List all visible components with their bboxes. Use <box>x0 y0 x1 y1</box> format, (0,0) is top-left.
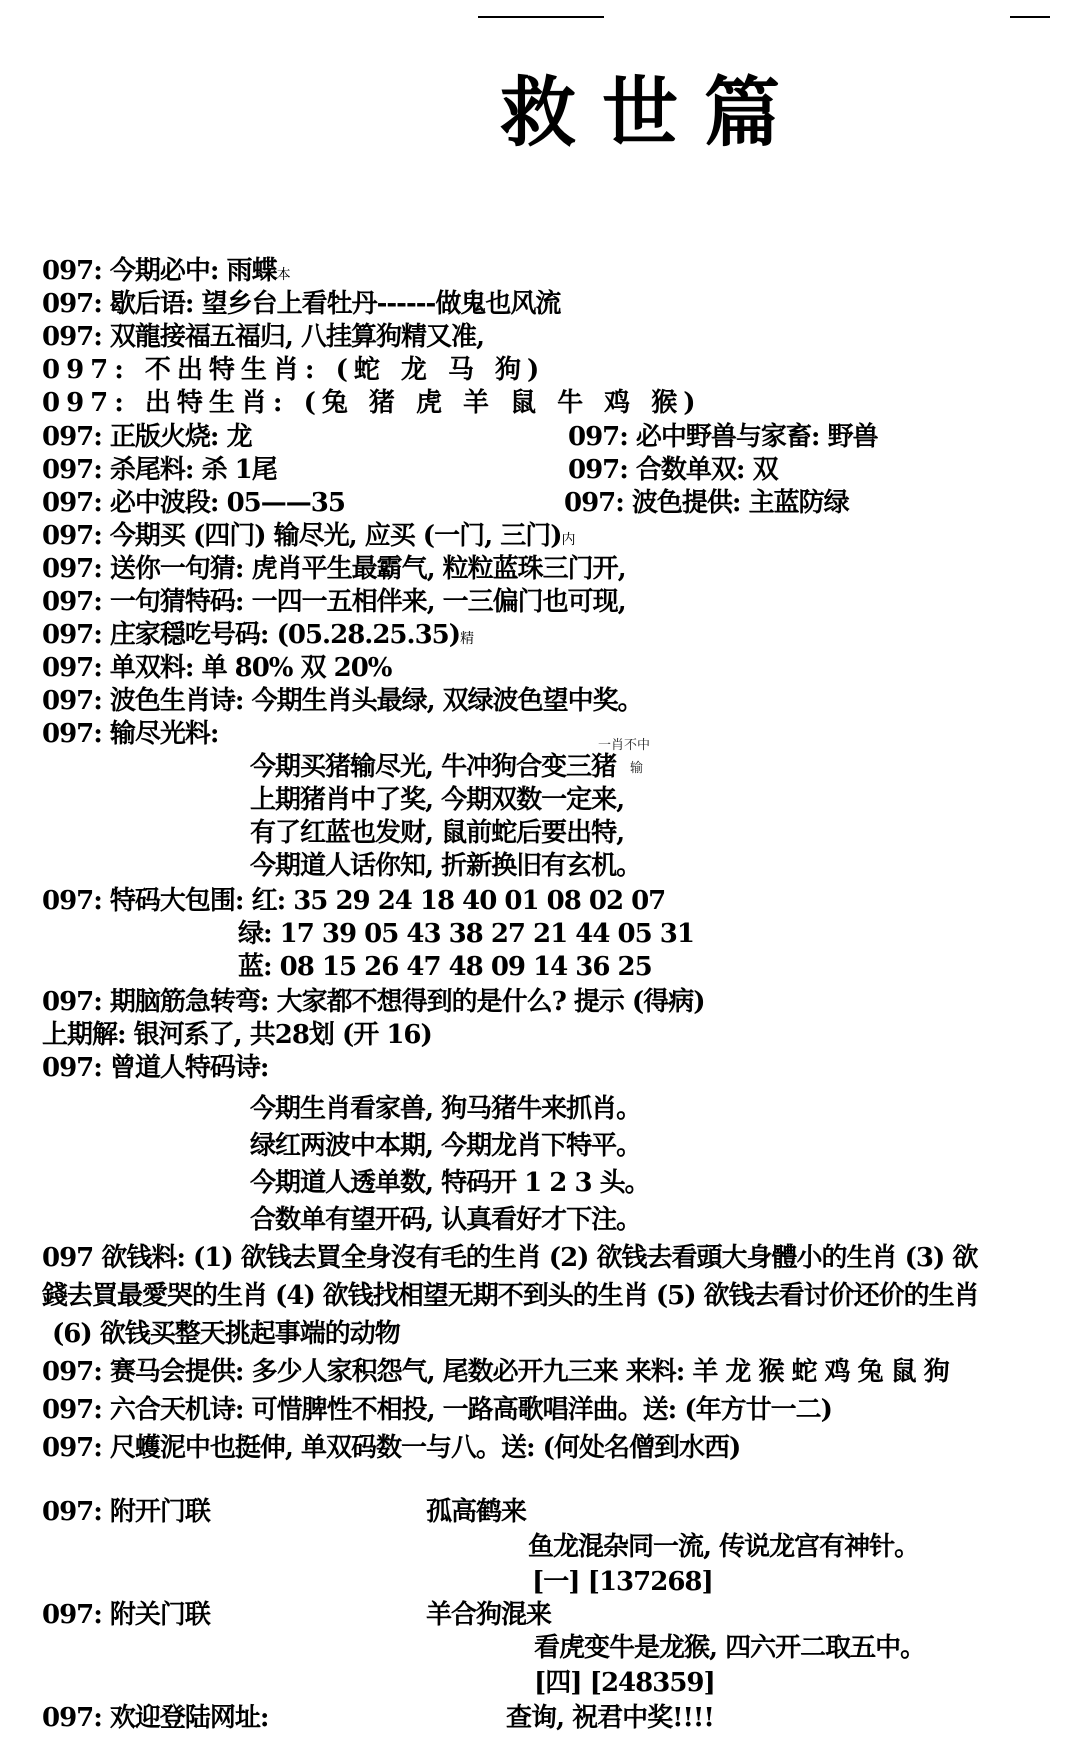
line-want-money-2: 錢去買最愛哭的生肖 (4) 欲钱找相望无期不到头的生肖 (5) 欲钱去看讨价还价的生肖 <box>42 1281 979 1311</box>
line-xiehouyu: 097: 歇后语: 望乡台上看牡丹------做鬼也风流 <box>42 289 561 319</box>
buy-doors-note: 内 <box>561 532 576 548</box>
line-zeng-poem: 097: 曾道人特码诗: <box>42 1053 269 1083</box>
line-beast-domestic: 097: 必中野兽与家畜: 野兽 <box>568 422 878 452</box>
line-double-dragon: 097: 双龍接福五福归, 八挂算狗精又准, <box>42 322 485 352</box>
line-surround-green: 绿: 17 39 05 43 38 27 21 44 05 31 <box>238 919 694 949</box>
close-couplet-text: 看虎变牛是龙猴, 四六开二取五中。 <box>534 1633 926 1663</box>
page-title: 救世篇 <box>500 68 806 157</box>
poem2-line-4: 合数单有望开码, 认真看好才下注。 <box>250 1205 642 1235</box>
line-sum-odd-even: 097: 合数单双: 双 <box>568 455 778 485</box>
line-riddle-code: 097: 一句猜特码: 一四一五相伴来, 一三偏门也可现, <box>42 587 626 617</box>
must-win-text: 097: 今期必中: 雨蝶 <box>42 256 277 286</box>
line-liuhe-poem: 097: 六合天机诗: 可惜脾性不相投, 一路高歌唱洋曲。送: (年方廿一二) <box>42 1395 832 1425</box>
close-couplet-hint: 羊合狗混来 <box>426 1600 552 1630</box>
line-special: 097: 出特生肖: (兔 猪 虎 羊 鼠 牛 鸡 猴) <box>42 388 702 418</box>
poem1-line-4: 今期道人话你知, 折新换旧有玄机。 <box>250 851 642 881</box>
line-last-answer: 上期解: 银河系了, 共28划 (开 16) <box>42 1020 432 1050</box>
banker-numbers-note: 精 <box>460 631 475 647</box>
line-lose-all: 097: 输尽光料: <box>42 719 219 749</box>
line-jockey-club: 097: 赛马会提供: 多少人家积怨气, 尾数必开九三来 来料: 羊 龙 猴 蛇 鸡 兔 鼠 狗 <box>42 1357 949 1387</box>
poem2-line-2: 绿红两波中本期, 今期龙肖下特平。 <box>250 1131 642 1161</box>
poem1-line-1: 今期买猪输尽光, 牛冲狗合变三猪 <box>250 752 617 782</box>
poem2-line-3: 今期道人透单数, 特码开 1 2 3 头。 <box>250 1168 650 1198</box>
poem1-line-2: 上期猪肖中了奖, 今期双数一定来, <box>250 785 625 815</box>
top-rule-right <box>1010 16 1050 18</box>
poem1-line-3: 有了红蓝也发财, 鼠前蛇后要出特, <box>250 818 625 848</box>
poem1-note: 输 <box>630 761 644 776</box>
line-open-couplet: 097: 附开门联 <box>42 1497 210 1527</box>
line-not-special: 097: 不出特生肖: (蛇 龙 马 狗) <box>42 355 546 385</box>
line-buy-doors <box>42 515 576 552</box>
close-couplet-code: [四] [248359] <box>534 1668 715 1698</box>
line-surround-blue: 蓝: 08 15 26 47 48 09 14 36 25 <box>238 952 652 982</box>
must-win-note: 本 <box>276 267 291 283</box>
line-brain-teaser: 097: 期脑筋急转弯: 大家都不想得到的是什么? 提示 (得病) <box>42 987 705 1017</box>
open-couplet-hint: 孤高鹤来 <box>426 1497 527 1527</box>
top-rule-left <box>478 16 604 18</box>
open-couplet-text: 鱼龙混杂同一流, 传说龙宫有神针。 <box>528 1532 920 1562</box>
line-welcome-url: 097: 欢迎登陆网址: <box>42 1703 269 1733</box>
line-inchworm: 097: 尺蠖泥中也挺伸, 单双码数一与八。送: (何处名僧到水西) <box>42 1433 741 1463</box>
line-query-wish: 查询, 祝君中奖!!!! <box>506 1703 714 1733</box>
buy-doors-text: 097: 今期买 (四门) 输尽光, 应买 (一门, 三门) <box>42 521 562 551</box>
line-wave-color: 097: 波色提供: 主蓝防绿 <box>564 488 849 518</box>
line-must-win <box>42 250 291 287</box>
line-want-money-1: 097 欲钱料: (1) 欲钱去買全身沒有毛的生肖 (2) 欲钱去看頭大身體小的生肖 (3) 欲 <box>42 1243 978 1273</box>
line-odd-even-ratio: 097: 单双料: 单 80% 双 20% <box>42 653 392 683</box>
line-close-couplet: 097: 附关门联 <box>42 1600 210 1630</box>
poem2-line-1: 今期生肖看家兽, 狗马猪牛来抓肖。 <box>250 1094 642 1124</box>
line-banker-numbers <box>42 614 474 651</box>
line-fire-burn: 097: 正版火烧: 龙 <box>42 422 252 452</box>
line-surround-red: 097: 特码大包围: 红: 35 29 24 18 40 01 08 02 07 <box>42 886 666 916</box>
line-wave-poem: 097: 波色生肖诗: 今期生肖头最绿, 双绿波色望中奖。 <box>42 686 643 716</box>
lose-all-note: 一肖不中 <box>598 738 651 753</box>
open-couplet-code: [一] [137268] <box>532 1567 713 1597</box>
line-riddle: 097: 送你一句猜: 虎肖平生最霸气, 粒粒蓝珠三门开, <box>42 554 626 584</box>
banker-numbers-text: 097: 庄家穏吃号码: (05.28.25.35) <box>42 620 461 650</box>
line-wave-range: 097: 必中波段: 05——35 <box>42 488 345 518</box>
line-want-money-3: (6) 欲钱买整天挑起事端的动物 <box>52 1319 400 1349</box>
line-kill-tail: 097: 杀尾料: 杀 1尾 <box>42 455 277 485</box>
